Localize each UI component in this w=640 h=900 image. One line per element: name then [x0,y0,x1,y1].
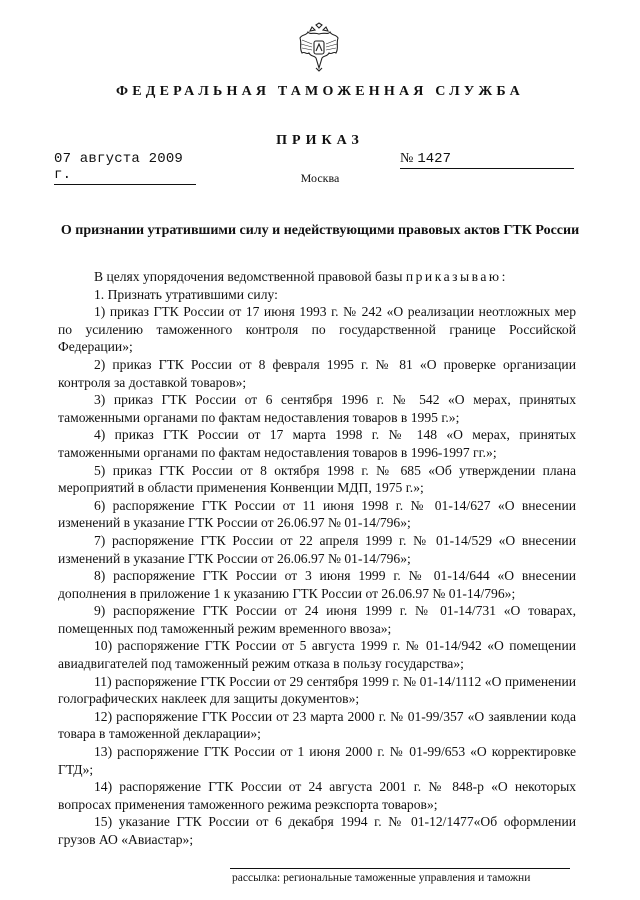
point-1: 1. Признать утратившими силу: [94,286,278,302]
list-item: 1) приказ ГТК России от 17 июня 1993 г. № 242 «О реализации неотложных мер по усилению таможенного контроля по государственной границе Российской Федерации»; [58,304,576,355]
list-item: 12) распоряжение ГТК России от 23 марта 2000 г. № 01-99/357 «О заявлении кода товара в таможенной декларации»; [58,708,576,742]
list-item: 6) распоряжение ГТК России от 11 июня 1998 г. № 01-14/627 «О внесении изменений в указание ГТК России от 26.06.97 № 01-14/796»; [58,497,576,531]
order-number: 1427 [417,151,451,167]
list-item: 13) распоряжение ГТК России от 1 июня 2000 г. № 01-99/653 «О корректировке ГТД»; [58,744,576,777]
document-body [58,268,576,849]
agency-name: ФЕДЕРАЛЬНАЯ ТАМОЖЕННАЯ СЛУЖБА [116,84,524,99]
list-item: 5) приказ ГТК России от 8 октября 1998 г. № 685 «Об утверждении плана мероприятий в области применения Конвенции МДП, 1975 г.»; [58,462,576,496]
list-item: 7) распоряжение ГТК России от 22 апреля 1999 г. № 01-14/529 «О внесении изменений в указание ГТК России от 26.06.97 № 01-14/796»; [58,532,576,566]
number-sign: № [400,151,414,166]
list-item: 8) распоряжение ГТК России от 3 июня 1999 г. № 01-14/644 «О внесении дополнения в приложение 1 к указанию ГТК России от 26.06.97 № 01-14/796»; [58,568,576,601]
list-item: 10) распоряжение ГТК России от 5 августа 1999 г. № 01-14/942 «О помещении авиадвигателей под таможенный режим отказа в пользу государства»; [58,638,576,672]
document-type: ПРИКАЗ [276,133,364,148]
distribution-note: рассылка: региональные таможенные управления и таможни [232,872,531,884]
list-item: 4) приказ ГТК России от 17 марта 1998 г. № 148 «О мерах, принятых таможенными органами по фактам недоставления товаров в 1996-1997 гг.»; [58,427,576,460]
order-date: 07 августа 2009 г. [54,151,196,185]
list-item: 9) распоряжение ГТК России от 24 июня 1999 г. № 01-14/731 «О товарах, помещенных под таможенный режим временного ввоза»; [58,603,576,636]
list-item: 14) распоряжение ГТК России от 24 августа 2001 г. № 848-р «О некоторых вопросах применения таможенного режима реэкспорта товаров»; [58,779,576,812]
intro-order-word: приказываю: [405,269,508,284]
russian-coat-of-arms-icon [296,22,342,72]
intro-paragraph [58,268,576,286]
list-item: 3) приказ ГТК России от 6 сентября 1996 г. № 542 «О мерах, принятых таможенными органами по фактам недоставления товаров в 1995 г.»; [58,392,576,425]
list-item: 15) указание ГТК России от 6 декабря 1994 г. № 01-12/1477«Об оформлении грузов АО «Авиастар»; [58,814,576,847]
order-number-field [400,151,574,169]
document-title: О признании утратившими силу и недействующими правовых актов ГТК России [60,223,580,238]
footer-divider [230,868,570,869]
list-item: 11) распоряжение ГТК России от 29 сентября 1999 г. № 01-14/1112 «О применении голографических наклеек для защиты документов»; [58,673,576,707]
intro-lead: В целях упорядочения ведомственной правовой базы [94,269,406,284]
place-of-issue: Москва [300,171,340,185]
list-item: 2) приказ ГТК России от 8 февраля 1995 г. № 81 «О проверке организации контроля за доставкой товаров»; [58,356,576,390]
